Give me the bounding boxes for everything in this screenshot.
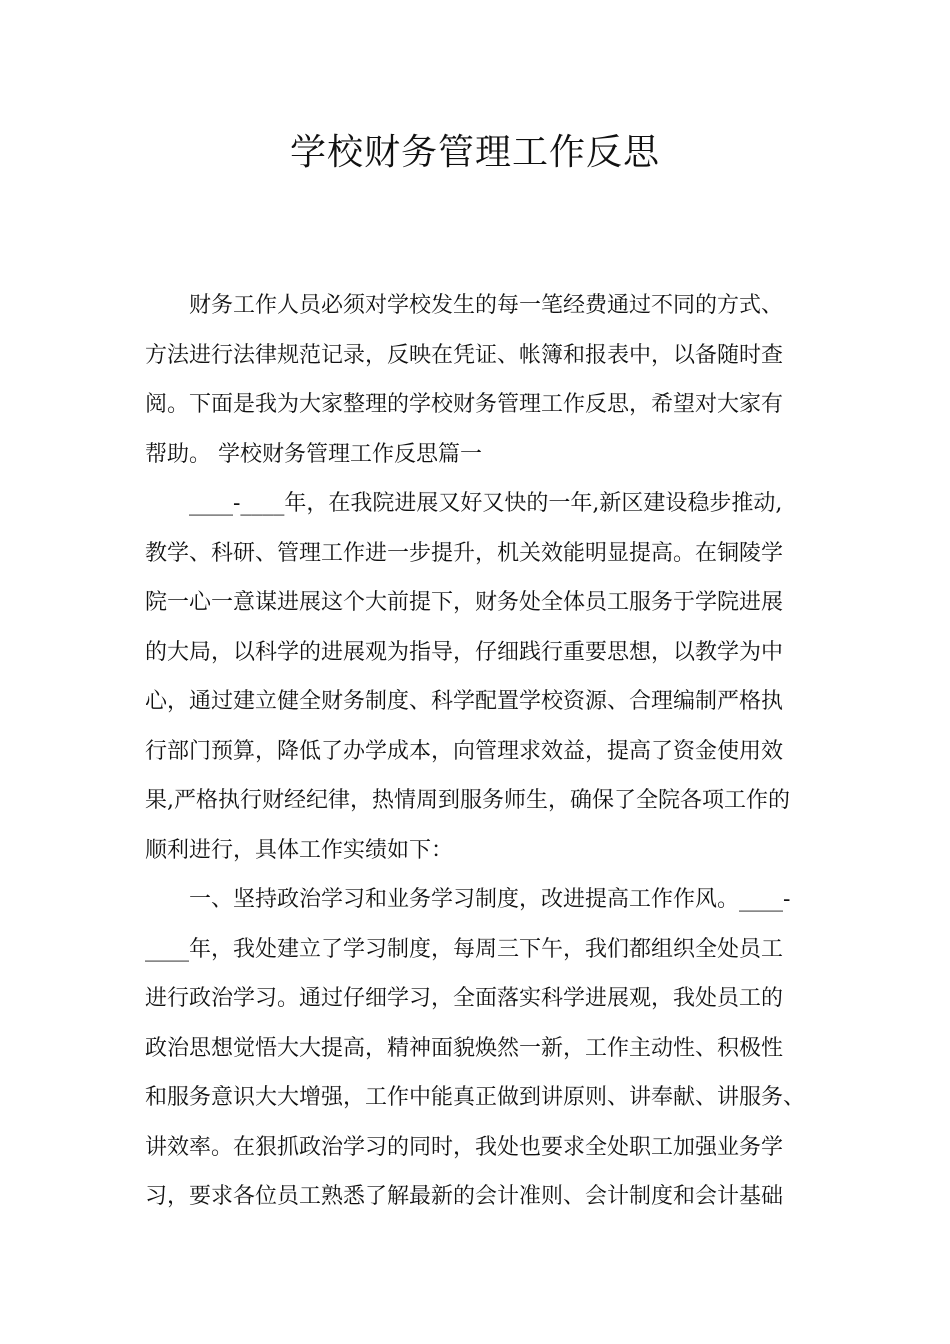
document-body [145, 281, 835, 1222]
text-line: 帮助。 学校财务管理工作反思篇一 [145, 441, 482, 467]
text-line: 方法进行法律规范记录，反映在凭证、帐簿和报表中，以备随时查 [145, 342, 784, 368]
text-line: 财务工作人员必须对学校发生的每一笔经费通过不同的方式、 [189, 293, 784, 318]
text-line: 讲效率。在狠抓政治学习的同时，我处也要求全处职工加强业务学 [145, 1134, 784, 1160]
text-line: 一、坚持政治学习和业务学习制度，改进提高工作作风。____- [189, 887, 791, 912]
text-line: 心，通过建立健全财务制度、科学配置学校资源、合理编制严格执 [145, 689, 784, 714]
document-title: 学校财务管理工作反思 [289, 132, 660, 173]
text-line: 教学、科研、管理工作进一步提升，机关效能明显提高。在铜陵学 [145, 540, 784, 566]
text-line: 院一心一意谋进展这个大前提下，财务处全体员工服务于学院进展 [145, 590, 784, 615]
text-line: 阅。下面是我为大家整理的学校财务管理工作反思，希望对大家有 [145, 392, 784, 417]
text-line: ____年，我处建立了学习制度，每周三下午，我们都组织全处员工 [145, 936, 784, 962]
text-line: 行部门预算，降低了办学成本，向管理求效益，提高了资金使用效 [145, 738, 784, 764]
text-line: 果,严格执行财经纪律，热情周到服务师生，确保了全院各项工作的 [145, 788, 790, 813]
text-line: 政治思想觉悟大大提高，精神面貌焕然一新，工作主动性、积极性 [145, 1035, 784, 1061]
text-line: 和服务意识大大增强，工作中能真正做到讲原则、讲奉献、讲服务、 [145, 1085, 806, 1110]
text-line: 的大局，以科学的进展观为指导，仔细践行重要思想，以教学为中 [145, 639, 784, 665]
text-line: ____-____年，在我院进展又好又快的一年,新区建设稳步推动, [189, 491, 783, 516]
text-line: 习，要求各位员工熟悉了解最新的会计准则、会计制度和会计基础 [145, 1184, 784, 1209]
text-line: 进行政治学习。通过仔细学习，全面落实科学进展观，我处员工的 [145, 986, 784, 1011]
text-line: 顺利进行，具体工作实绩如下： [145, 837, 454, 863]
